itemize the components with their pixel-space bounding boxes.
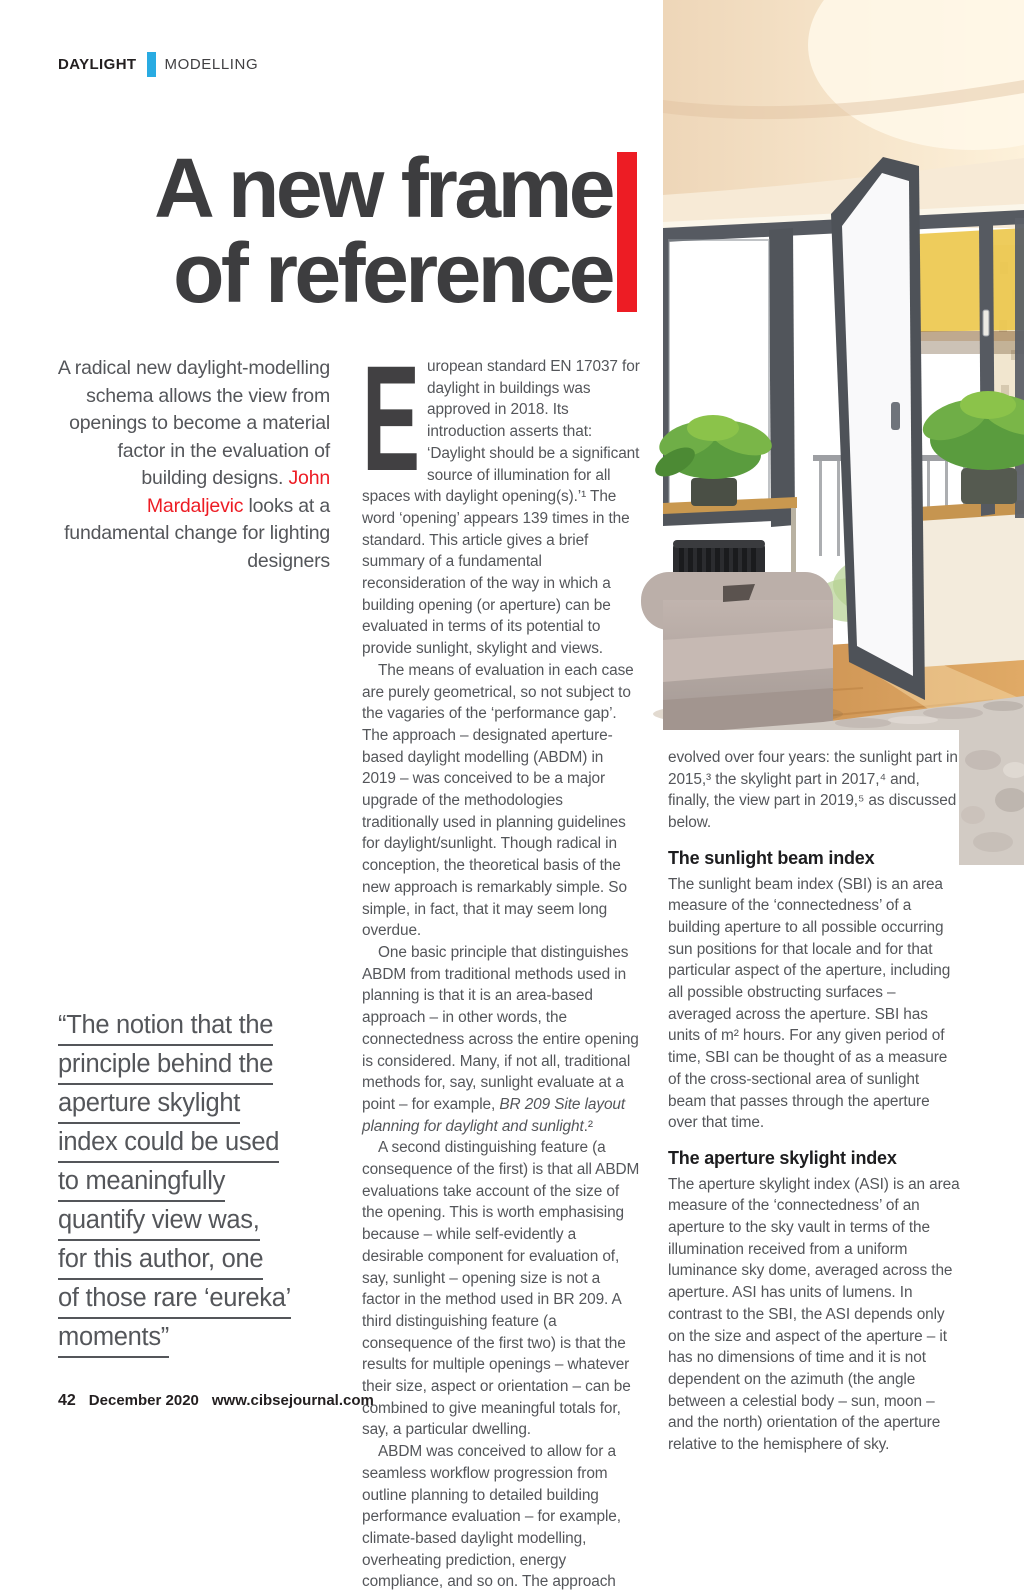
page-number: 42	[58, 1392, 76, 1409]
paragraph: The aperture skylight index (ASI) is an area measure of the ‘connectedness’ of an aperture to the sky vault in terms of the illumination received from a uniform luminance sky dome, averaged across the aperture. ASI has units of lumens. In contrast to the SBI, the ASI depends only on the size and aspect of the aperture – it has no dimensions of time and it is not dependent on the azimuth (the angle between a celestial body – sun, moon – and the north) orientation of the aperture relative to the hemisphere of sky.	[668, 1175, 960, 1454]
pull-quote-line: to meaningfully	[58, 1166, 340, 1202]
headline-line-2: of reference	[173, 226, 612, 320]
paragraph: evolved over four years: the sunlight part in 2015,³ the skylight part in 2017,⁴ and, finally, the view part in 2019,⁵ as discussed below.	[668, 749, 958, 832]
paragraph: The means of evaluation in each case are purely geometrical, so not subject to the vagaries of the ‘performance gap’. The approach – designated aperture-based daylight modelling (ABDM) in 2019 – was conceived to be a major upgrade of the methodologies traditionally used in planning guidelines for daylight/sunlight. Though radical in conception, the theoretical basis of the new approach is remarkably simple. So simple, in fact, that it may seem long overdue.	[362, 661, 634, 940]
paragraph: The sunlight beam index (SBI) is an area measure of the ‘connectedness’ of a building aperture to all possible occurring sun positions for that locale and for that particular aspect of the aperture, including all possible obstructing surfaces – averaged across the aperture. SBI has units of m² hours. For any given period of time, SBI can be thought of as a measure of the cross-sectional area of sunlight beam that passes through the aperture over that time.	[668, 875, 951, 1132]
headline-accent-bar	[617, 152, 637, 312]
drop-cap: E	[362, 334, 420, 502]
standfirst-text: A radical new daylight-modelling schema allows the view from openings to become a material factor in the evaluation of building designs.	[57, 357, 330, 489]
pull-quote-line: aperture skylight	[58, 1088, 340, 1124]
paragraph: ABDM was conceived to allow for a seamless workflow progression from outline planning to detailed building performance evaluation – for example, climate-based daylight modelling, overheating prediction, energy compliance, and so on. The approach	[362, 1443, 621, 1591]
standfirst-text-after: looks at a fundamental change for lighting designers	[64, 494, 330, 572]
issue-date: December 2020	[88, 1392, 199, 1409]
kicker-divider-bar	[147, 52, 156, 77]
pull-quote-line: principle behind the	[58, 1049, 340, 1085]
body-column-1	[362, 334, 640, 1593]
pull-quote-line: index could be used	[58, 1127, 340, 1163]
paragraph: A second distinguishing feature (a consequence of the first) is that all ABDM evaluations take account of the size of the opening. This is worth emphasising because – while self-evidently a desirable component for evaluation of, say, sunlight – opening size is not a factor in the method used in BR 209. A third distinguishing feature (a consequence of the first two) is that the results for multiple openings – whatever their size, aspect or orientation – can be combined to give meaningful totals for, say, a particular dwelling.	[362, 1139, 640, 1439]
section-kicker	[58, 52, 258, 77]
reference-note: .²	[583, 1117, 593, 1135]
paragraph-intro-text: uropean standard EN 17037 for daylight in buildings was approved in 2018. Its introduction asserts that: ‘Daylight should be a significant source of illumination for all spaces with daylight opening(s).’¹ The word ‘opening’ appears 139 times in the standard. This article gives a brief summary of a fundamental reconsideration of the way in which a building opening (or aperture) can be evaluated in terms of its potential to provide sunlight, skylight and views.	[362, 358, 640, 658]
reference-title: BR 209 Site layout planning for daylight and sunlight	[362, 1095, 626, 1135]
author-name: John Mardaljevic	[146, 467, 330, 517]
photo-sofa	[641, 572, 843, 730]
pull-quote-line: moments”	[58, 1322, 340, 1358]
headline-line-1: A new frame	[154, 141, 612, 235]
pull-quote-line: “The notion that the	[58, 1010, 340, 1046]
paragraph-text: One basic principle that distinguishes ABDM from traditional methods used in planning is that it is an area-based approach – in other words, the connectedness across the entire opening is considered. Many, if not all, traditional methods for, say, sunlight evaluate at a point – for example,	[362, 943, 639, 1113]
paragraph	[362, 942, 640, 1137]
pull-quote-line: for this author, one	[58, 1244, 340, 1280]
page-footer	[58, 1392, 374, 1410]
kicker-section-label: DAYLIGHT	[58, 56, 137, 73]
website-url: www.cibsejournal.com	[211, 1392, 374, 1409]
paragraph-intro	[362, 334, 640, 660]
subheading-sunlight-beam-index: The sunlight beam index	[668, 847, 875, 868]
subheading-aperture-skylight-index: The aperture skylight index	[668, 1147, 897, 1168]
pull-quote	[58, 1010, 340, 1361]
pull-quote-line: quantify view was,	[58, 1205, 340, 1241]
room-photo	[663, 0, 1024, 865]
article-headline	[80, 141, 612, 320]
kicker-topic-label: MODELLING	[164, 56, 259, 73]
standfirst	[56, 355, 330, 575]
pull-quote-line: of those rare ‘eureka’	[58, 1283, 340, 1319]
